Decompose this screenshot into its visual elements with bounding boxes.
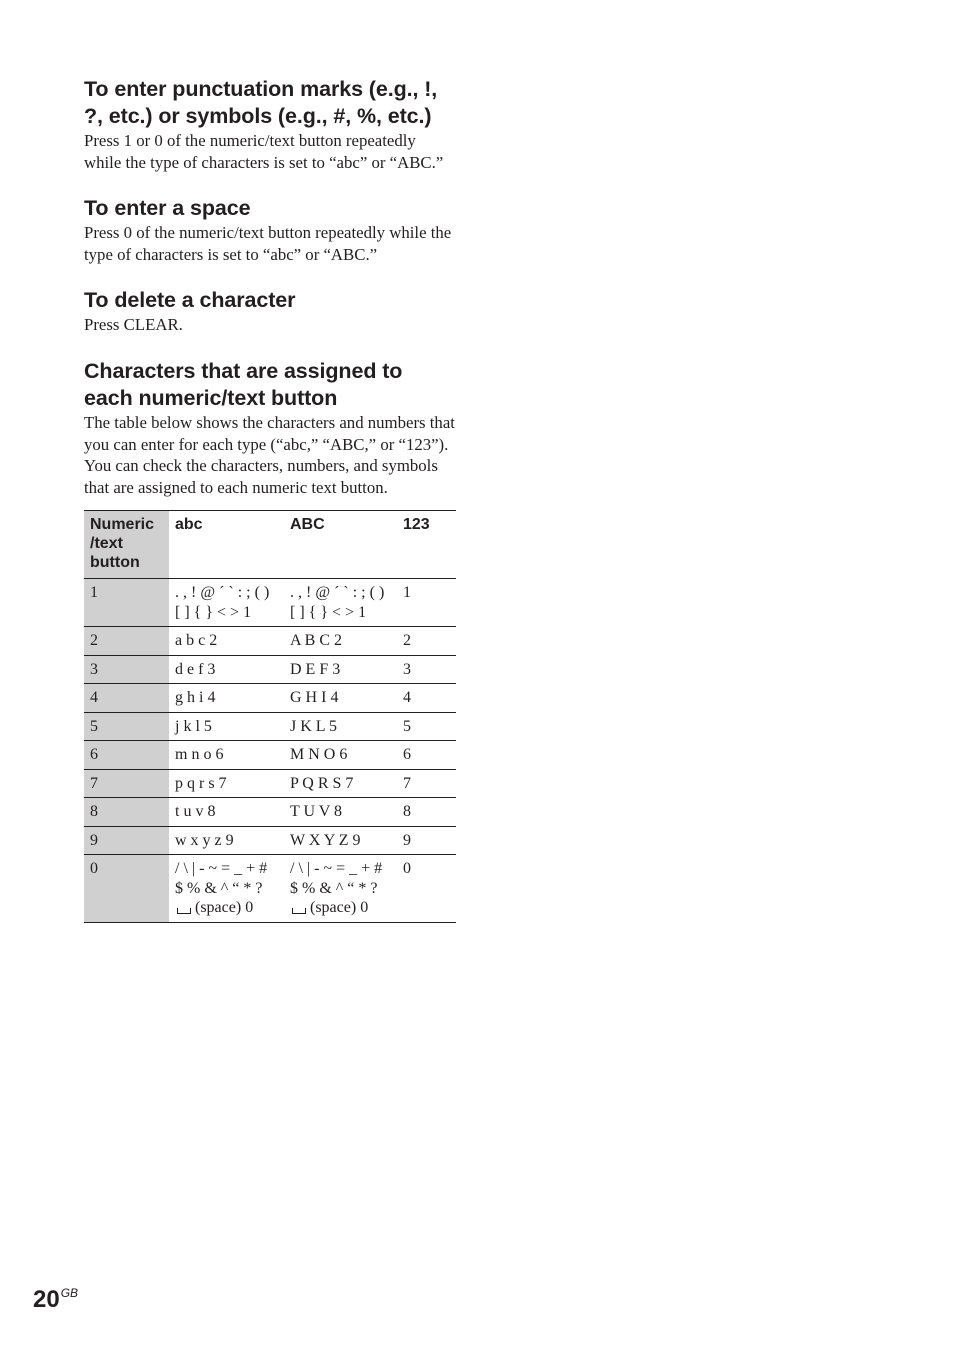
space-symbol-icon <box>177 908 191 914</box>
ABC-cell: G H I 4 <box>284 684 397 713</box>
num-cell: 0 <box>397 855 456 923</box>
section-delete <box>84 287 456 336</box>
num-cell: 5 <box>397 712 456 741</box>
section-body: Press 1 or 0 of the numeric/text button repeatedly while the type of characters is set to “abc” or “ABC.” <box>84 131 444 172</box>
abc-line: [ ] { } < > 1 <box>175 603 252 621</box>
abc-cell: p q r s 7 <box>169 769 284 798</box>
abc-line <box>175 898 280 918</box>
section-body: Press CLEAR. <box>84 315 183 335</box>
ABC-line <box>290 898 393 918</box>
key-cell: 3 <box>84 655 169 684</box>
header-123: 123 <box>397 511 456 579</box>
page-number <box>33 1278 78 1315</box>
num-cell: 3 <box>397 655 456 684</box>
key-cell: 1 <box>84 579 169 627</box>
character-table <box>84 510 456 923</box>
table-row <box>84 627 456 656</box>
table-row <box>84 798 456 827</box>
abc-cell: g h i 4 <box>169 684 284 713</box>
section-heading: Characters that are assigned to each numeric/text button <box>84 358 403 410</box>
ABC-cell: P Q R S 7 <box>284 769 397 798</box>
ABC-line: . , ! @ ´ ` : ; ( ) <box>290 584 385 602</box>
section-body: Press 0 of the numeric/text button repeatedly while the type of characters is set to “abc” or “ABC.” <box>84 223 452 264</box>
section-body: The table below shows the characters and numbers that you can enter for each type (“abc,” “ABC,” or “123”). You can check the characters, numbers, and symbols that are assigned to each numeric text button. <box>84 412 455 497</box>
abc-line: $ % & ^ “ * ? <box>175 879 263 897</box>
page-content <box>84 76 456 923</box>
abc-cell <box>169 579 284 627</box>
section-heading: To delete a character <box>84 288 296 313</box>
header-numeric-text-button: Numeric /text button <box>84 511 169 579</box>
table-header-row <box>84 511 456 579</box>
abc-cell: j k l 5 <box>169 712 284 741</box>
num-cell: 2 <box>397 627 456 656</box>
page-number-suffix: GB <box>60 1286 79 1300</box>
abc-line: . , ! @ ´ ` : ; ( ) <box>175 584 270 602</box>
table-row <box>84 655 456 684</box>
page-number-value: 20 <box>33 1286 60 1313</box>
abc-cell: m n o 6 <box>169 741 284 770</box>
abc-cell: d e f 3 <box>169 655 284 684</box>
ABC-cell: T U V 8 <box>284 798 397 827</box>
num-cell: 4 <box>397 684 456 713</box>
header-abc: abc <box>169 511 284 579</box>
section-punctuation <box>84 76 456 173</box>
ABC-cell: J K L 5 <box>284 712 397 741</box>
table-row <box>84 769 456 798</box>
ABC-line: / \ | - ~ = _ + # <box>290 860 383 878</box>
ABC-cell: M N O 6 <box>284 741 397 770</box>
abc-line: / \ | - ~ = _ + # <box>175 860 268 878</box>
key-cell: 4 <box>84 684 169 713</box>
section-heading: To enter a space <box>84 196 251 221</box>
ABC-line: $ % & ^ “ * ? <box>290 879 378 897</box>
abc-cell: a b c 2 <box>169 627 284 656</box>
ABC-cell: W X Y Z 9 <box>284 826 397 855</box>
key-cell: 8 <box>84 798 169 827</box>
key-cell: 0 <box>84 855 169 923</box>
abc-cell: w x y z 9 <box>169 826 284 855</box>
ABC-cell <box>284 855 397 923</box>
header-ABC: ABC <box>284 511 397 579</box>
table-row <box>84 579 456 627</box>
key-cell: 5 <box>84 712 169 741</box>
space-symbol-icon <box>292 908 306 914</box>
num-cell: 7 <box>397 769 456 798</box>
table-row <box>84 684 456 713</box>
abc-cell <box>169 855 284 923</box>
ABC-cell: D E F 3 <box>284 655 397 684</box>
table-row <box>84 712 456 741</box>
space-label: (space) 0 <box>195 899 254 917</box>
ABC-cell <box>284 579 397 627</box>
num-cell: 9 <box>397 826 456 855</box>
num-cell: 1 <box>397 579 456 627</box>
section-space <box>84 195 456 265</box>
abc-cell: t u v 8 <box>169 798 284 827</box>
table-row <box>84 741 456 770</box>
key-cell: 2 <box>84 627 169 656</box>
num-cell: 6 <box>397 741 456 770</box>
key-cell: 6 <box>84 741 169 770</box>
key-cell: 7 <box>84 769 169 798</box>
section-heading: To enter punctuation marks (e.g., !, ?, etc.) or symbols (e.g., #, %, etc.) <box>84 77 438 128</box>
table-row <box>84 855 456 923</box>
section-characters <box>84 358 456 498</box>
ABC-cell: A B C 2 <box>284 627 397 656</box>
num-cell: 8 <box>397 798 456 827</box>
key-cell: 9 <box>84 826 169 855</box>
space-label: (space) 0 <box>310 899 369 917</box>
ABC-line: [ ] { } < > 1 <box>290 603 367 621</box>
table-row <box>84 826 456 855</box>
